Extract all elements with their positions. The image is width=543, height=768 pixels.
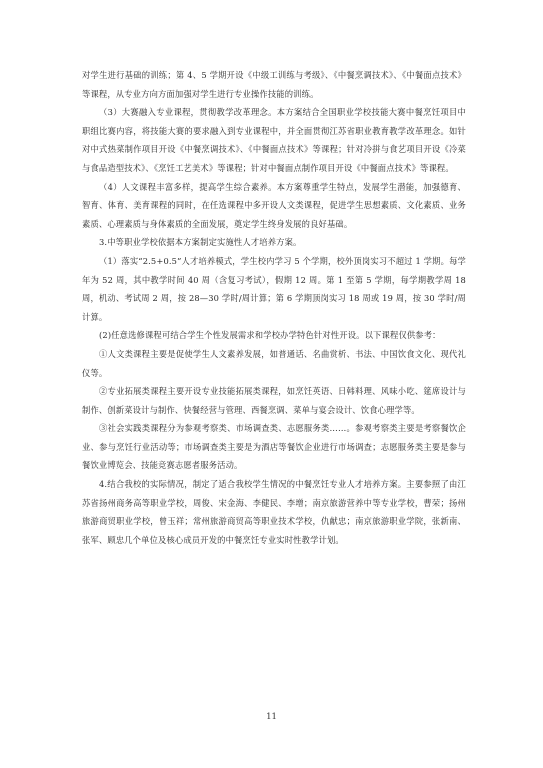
paragraph-elective-courses: (2)任意选修课程可结合学生个性发展需求和学校办学特色针对性开设。以下课程仅供参考：: [99, 330, 441, 341]
paragraph-humanities-courses: （4）人文课程丰富多样，提高学生综合素养。本方案尊重学生特点，发展学生潜能，加强德育、智育、体育、美育课程的同时，在任选课程中多开设人文类课程，促进学生思想素质、文化素质、业务素质、心理素质与身体素质的全面发展，奠定学生终身发展的良好基础。: [82, 181, 466, 229]
paragraph-school-plan: 4.结合我校的实际情况，制定了适合我校学生情况的中餐烹饪专业人才培养方案。主要参照了由江苏省扬州商务高等职业学校，周俊、宋金海、李健民、李增；南京旅游营养中等专业学校，曹荣；扬州旅游商贸职业学校，曾玉祥；常州旅游商贸高等职业技术学校，仇献忠；南京旅游职业学院，张新南、张军、顾忠几个单位及核心成员开发的中餐烹饪专业实时性教学计划。: [82, 479, 466, 545]
paragraph-implementation-plan: 3.中等职业学校依据本方案制定实施性人才培养方案。: [99, 237, 302, 248]
paragraph-competition-integration: （3）大赛融入专业课程，贯彻教学改革理念。本方案结合全国职业学校技能大赛中餐烹饪项目中职组比赛内容，将技能大赛的要求融入到专业课程中，并全面贯彻江苏省职业教育教学改革理念。如针对中式热菜制作项目开设《中餐烹调技术》、《中餐面点技术》等课程；针对冷拼与食艺项目开设《冷菜与食品造型技术》、《烹饪工艺美术》等课程；针对中餐面点制作项目开设《中餐面点技术》等课程。: [82, 107, 466, 173]
paragraph-social-practice: ③社会实践类课程分为参观考察类、市场调查类、志愿服务类……。参观考察类主要是考察餐饮企业、参与烹饪行业活动等；市场调查类主要是为酒店等餐饮企业进行市场调查；志愿服务类主要是参与餐饮业博览会、技能竞赛志愿者服务活动。: [82, 423, 466, 471]
page-number: 11: [266, 712, 277, 722]
paragraph-humanities-electives: ①人文类课程主要是促使学生人文素养发展，如普通话、名曲赏析、书法、中国饮食文化、现代礼仪等。: [82, 348, 466, 378]
paragraph-training-model: （1）落实“2.5+0.5”人才培养模式，学生校内学习 5 个学期，校外顶岗实习不超过 1 学期。每学年为 52 周，其中教学时间 40 周（含复习考试），假期 12 周。第 1 至第 5 学期，每学期教学周 18 周，机动、考试周 2 周，按 28—30 学时/周计算；第 6 学期顶岗实习 18 周或 19 周，按 30 学时/周计算。: [82, 255, 466, 322]
paragraph-training-courses: 对学生进行基础的训练；第 4、5 学期开设《中级工训练与考级》、《中餐烹调技术》、《中餐面点技术》等课程，从专业方向方面加强对学生进行专业操作技能的训练。: [82, 70, 466, 99]
paragraph-professional-electives: ②专业拓展类课程主要开设专业技能拓展类课程，如烹饪英语、日韩料理、风味小吃、筵席设计与制作、创新菜设计与制作、快餐经营与管理、西餐烹调、菜单与宴会设计、饮食心理学等。: [82, 386, 466, 415]
body-text: [82, 66, 466, 549]
